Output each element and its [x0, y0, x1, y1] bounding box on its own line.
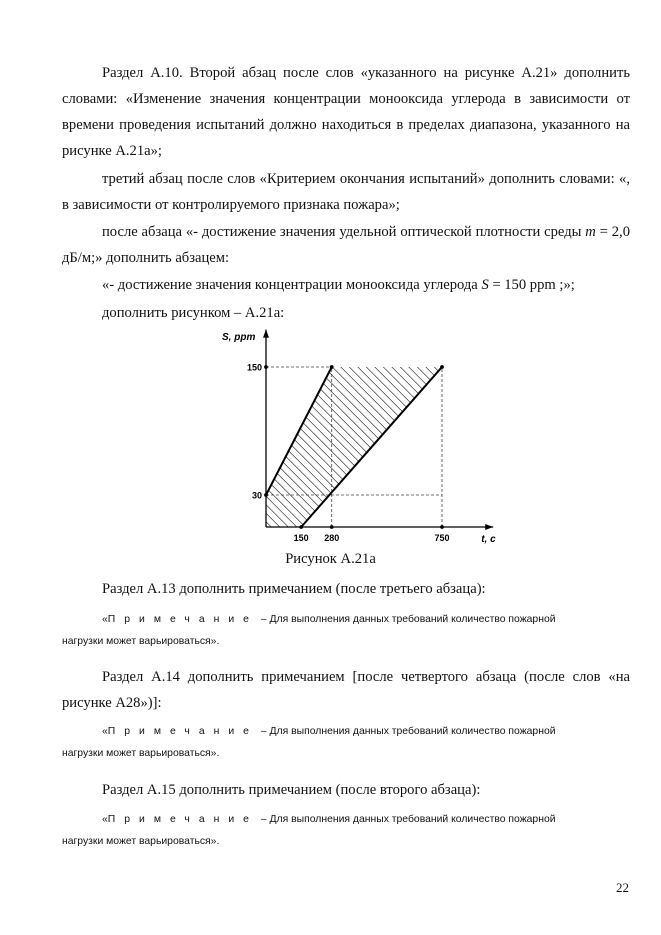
note-a13: [102, 609, 630, 631]
key-point: [330, 525, 334, 529]
hatch-line: [217, 326, 434, 537]
hatch-line: [345, 326, 521, 537]
var-s: S: [481, 277, 489, 293]
hatch-line: [472, 326, 520, 537]
hatch-line: [210, 326, 222, 537]
paragraph-section-a10: Раздел А.10. Второй абзац после слов «указанного на рисунке А.21» дополнить словами: «Изменение значения концентрации монооксида углерода в зависимости от времени проведения испытаний должно находиться в пределах диапазона, указанного на рисунке А.21а»;: [62, 65, 630, 159]
hatch-line: [481, 326, 521, 537]
hatch-line: [489, 326, 520, 537]
x-tick-label: 280: [324, 533, 340, 543]
key-point: [440, 365, 444, 369]
hatch-line: [455, 326, 520, 537]
hatch-line: [328, 326, 521, 537]
hatch-line: [336, 326, 520, 537]
key-point: [299, 525, 303, 529]
hatch-line: [210, 326, 366, 537]
note-text: – Для выполнения данных требований количество пожарной: [257, 614, 556, 625]
y-axis-arrow: [263, 330, 269, 338]
paragraph-after-abzats: [62, 219, 630, 271]
key-point: [264, 493, 268, 497]
paragraph-add-figure: дополнить рисунком – А.21а:: [102, 305, 285, 321]
y-axis-label: S, ppm: [222, 332, 256, 343]
note-open-quote: «: [102, 814, 108, 825]
figure-a21a-chart: [210, 326, 520, 548]
key-point: [330, 365, 334, 369]
note-a15: [102, 809, 630, 831]
note-text: – Для выполнения данных требований количество пожарной: [257, 726, 556, 737]
hatch-line: [311, 326, 521, 537]
hatch-line: [404, 326, 520, 537]
hatch-line: [210, 326, 273, 537]
note-open-quote: «: [102, 614, 108, 625]
note-word: Примечание: [107, 614, 258, 625]
hatch-line: [430, 326, 521, 537]
hatch-line: [506, 326, 520, 537]
note-a13-cont: нагрузки может варьироваться».: [62, 636, 220, 647]
p4-text-pre: «- достижение значения концентрации монооксида углерода: [102, 277, 482, 293]
key-point: [264, 365, 268, 369]
note-a14: [102, 721, 630, 743]
p4-text-post: = 150 ppm ;»;: [488, 277, 575, 293]
hatch-line: [210, 326, 239, 537]
page-number: 22: [616, 880, 629, 895]
x-axis-label: t, c: [481, 534, 496, 545]
hatch-line: [210, 326, 332, 537]
hatch-line: [210, 326, 213, 537]
hatch-line: [210, 326, 400, 537]
hatch-line: [210, 326, 230, 537]
hatch-line: [210, 326, 281, 537]
hatch-line: [353, 326, 520, 537]
paragraph-section-a14: Раздел А.14 дополнить примечанием [после четвертого абзаца (после слов «на рисунке А28»)]:: [62, 669, 630, 711]
x-tick-label: 150: [293, 533, 309, 543]
hatch-line: [379, 326, 521, 537]
hatch-line: [421, 326, 520, 537]
hatch-line: [370, 326, 520, 537]
hatch-line: [319, 326, 520, 537]
key-point: [440, 525, 444, 529]
paragraph-section-a15: Раздел А.15 дополнить примечанием (после второго абзаца):: [102, 782, 481, 798]
note-a15-cont: нагрузки может варьироваться».: [62, 836, 220, 847]
hatch-line: [515, 326, 521, 537]
hatch-line: [294, 326, 511, 537]
hatch-line: [498, 326, 521, 537]
figure-caption: Рисунок А.21а: [285, 551, 376, 567]
hatch-line: [302, 326, 519, 537]
p3-text-post: = 2,0 дБ/м;» дополнить абзацем:: [62, 224, 630, 266]
note-word: Примечание: [107, 726, 258, 737]
hatch-line: [447, 326, 521, 537]
hatched-band: [210, 326, 520, 537]
y-tick-label: 30: [251, 490, 262, 501]
hatch-line: [210, 326, 264, 537]
hatch-line: [387, 326, 520, 537]
hatch-line: [210, 326, 290, 537]
x-axis-arrow: [485, 524, 493, 530]
hatch-line: [210, 326, 298, 537]
paragraph-third-abzats: третий абзац после слов «Критерием окончания испытаний» дополнить словами: «, в зависимости от контролируемого признака пожара»;: [62, 171, 630, 213]
note-word: Примечание: [107, 814, 258, 825]
paragraph-co-concentration: [62, 272, 630, 298]
hatch-line: [438, 326, 520, 537]
note-open-quote: «: [102, 726, 108, 737]
hatch-line: [210, 326, 247, 537]
hatch-line: [396, 326, 521, 537]
hatch-line: [226, 326, 443, 537]
hatch-line: [413, 326, 521, 537]
paragraph-section-a13: Раздел А.13 дополнить примечанием (после третьего абзаца):: [102, 581, 486, 597]
x-tick-label: 750: [434, 533, 450, 543]
hatch-line: [210, 326, 383, 537]
hatch-line: [210, 326, 256, 537]
hatch-line: [464, 326, 521, 537]
p3-text-pre: после абзаца «- достижение значения удельной оптической плотности среды: [102, 224, 586, 240]
note-text: – Для выполнения данных требований количество пожарной: [257, 814, 556, 825]
y-tick-label: 150: [246, 362, 262, 373]
var-m: m: [585, 224, 596, 240]
note-a14-cont: нагрузки может варьироваться».: [62, 748, 220, 759]
